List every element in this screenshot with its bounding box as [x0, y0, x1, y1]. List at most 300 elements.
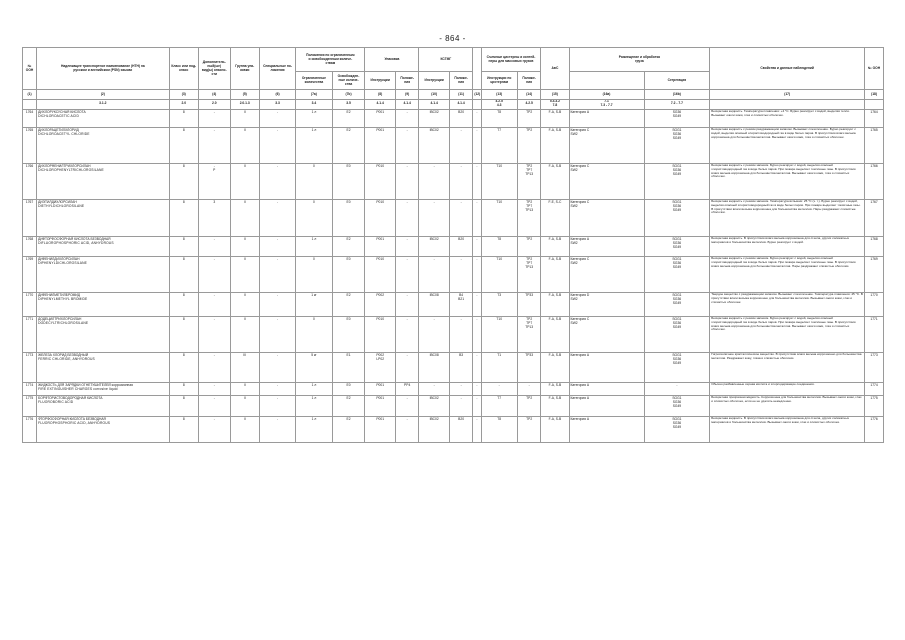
packing-provision-cell: - [395, 199, 418, 236]
shipping-name-en: DIFLUOROPHOSPHORIC ACID, ANHYDROUS [38, 241, 114, 246]
column-number-cell: (9) [395, 90, 418, 99]
shipping-name-ru: ЖИДКОСТЬ ДЛЯ ЗАРЯДКИ ОГНЕТУШИТЕЛЕЙ коррозионная [38, 383, 133, 388]
un-number-cell: 1769 [23, 256, 37, 292]
properties-cell: Бесцветная жидкость. В присутствии влаги весьма коррозионна для стекла, других силикатных материалов и большинства металлов. Вызывает ожоги кожи, глаз и слизистых оболочек. [710, 416, 865, 442]
properties-cell: Бесцветная жидкость. В присутствии влаги весьма коррозионна для стекла, других силикатных материалов и большинства металлов. Бурно реагирует с водой. [710, 236, 865, 256]
column-number-cell: (15) [541, 90, 569, 99]
shipping-name-ru: ЖЕЛЕЗА ХЛОРИД БЕЗВОДНЫЙ [38, 353, 89, 358]
stowage-cell: Категория A [569, 352, 644, 382]
shipping-name-cell [37, 109, 170, 127]
subsidiary-hazard-cell: 3 [198, 199, 230, 236]
column-number-cell: (14) [517, 90, 540, 99]
shipping-name-cell [37, 163, 170, 199]
ems-cell: F-A, S-B [541, 163, 569, 199]
subsidiary-hazard-cell: - [198, 416, 230, 442]
ibc-instruction-cell: - [419, 316, 449, 352]
dangerous-goods-list-table [22, 47, 884, 443]
limited-quantity-cell: 1 л [296, 395, 332, 416]
table-row [23, 352, 884, 382]
header-stowage-handling: Размещение и обработка груза [569, 48, 710, 72]
ems-cell: F-A, S-B [541, 352, 569, 382]
shipping-name-cell [37, 236, 170, 256]
segregation-code: SG49 [672, 136, 682, 141]
column-reference-cell: 4.1.4 [449, 99, 472, 109]
subsidiary-hazard-cell: - [198, 236, 230, 256]
class-cell: 8 [169, 292, 198, 316]
col-12-cell: - [473, 352, 481, 382]
un-number-right-cell: 1774 [865, 382, 884, 395]
subsidiary-hazard-cell: - [198, 316, 230, 352]
ibc-instruction-cell: IBC02 [419, 127, 449, 163]
table-row [23, 163, 884, 199]
stowage-cell: Категория C SW2 [569, 199, 644, 236]
ibc-provision-cell: B20 [449, 236, 472, 256]
packing-provision-cell: - [395, 352, 418, 382]
column-number-cell: (8) [365, 90, 395, 99]
class-cell: 8 [169, 163, 198, 199]
shipping-name-cell [37, 416, 170, 442]
tank-provision-cell: TP2 [517, 395, 540, 416]
limited-quantity-cell: 5 кг [296, 352, 332, 382]
column-reference-cell: 7.2 - 7.7 [644, 99, 710, 109]
tank-instruction-cell: T7 [481, 395, 517, 416]
un-number-cell: 1776 [23, 416, 37, 442]
special-provisions-cell: - [259, 316, 295, 352]
limited-quantity-cell: 1 л [296, 416, 332, 442]
column-number-cell: (16a) [569, 90, 644, 99]
packing-instruction-cell: P001 [365, 127, 395, 163]
ems-cell: F-A, S-B [541, 236, 569, 256]
shipping-name-en: DICHLOROPHENYLTRICHLOROSILANE [38, 168, 104, 173]
col-12-cell: - [473, 163, 481, 199]
segregation-code: SGG1 [672, 353, 682, 358]
segregation-cell [644, 163, 710, 199]
shipping-name-cell [37, 256, 170, 292]
column-number-cell: (1) [23, 90, 37, 99]
subsidiary-hazard-cell: - [198, 382, 230, 395]
stowage-cell: Категория A SW2 [569, 236, 644, 256]
segregation-code: SGG1 [672, 317, 682, 322]
segregation-code: SG49 [672, 208, 682, 213]
column-reference-cell: 4.2.5 [517, 99, 540, 109]
segregation-cell [644, 292, 710, 316]
tank-provision-cell: TP2 TP7 TP13 [517, 163, 540, 199]
segregation-code: SGG1 [672, 293, 682, 298]
class-cell: 8 [169, 127, 198, 163]
header-tank-provisions: Положе- ния [517, 72, 540, 90]
ems-cell: F-E, S-C [541, 199, 569, 236]
shipping-name-ru: ФТОРФОСФОРНАЯ КИСЛОТА БЕЗВОДНАЯ [38, 417, 106, 422]
segregation-code: SG49 [672, 114, 682, 119]
tank-instruction-cell: T1 [481, 352, 517, 382]
segregation-code: SG36 [672, 321, 682, 326]
table-row [23, 395, 884, 416]
column-reference-cell [23, 99, 37, 109]
shipping-name-en: FIRE EXTINGUISHER CHARGES corrosive liquid [38, 387, 118, 392]
un-number-cell: 1771 [23, 316, 37, 352]
properties-cell: Бесцветная жидкость с резким запахом. Бурно реагирует с водой, выделяя опасный хлористоводородный газ в виде белых паров. При пожаре выделяет токсичные газы. В присутствии влаги весьма коррозионна для большинства металлов. Вызывает ожоги кожи, глаз и слизистых оболочек. [710, 163, 865, 199]
stowage-cell: Категория C SW2 [569, 127, 644, 163]
packing-group-cell: III [230, 352, 259, 382]
class-cell: 8 [169, 109, 198, 127]
header-packing-group: Группа упа- ковки [230, 48, 259, 90]
stowage-cell: Категория A [569, 416, 644, 442]
ibc-instruction-cell: - [419, 382, 449, 395]
tank-provision-cell: TP2 [517, 127, 540, 163]
un-number-right-cell: 1776 [865, 416, 884, 442]
column-reference-cell: 7.1 7.3 - 7.7 [569, 99, 644, 109]
shipping-name-en: DIPHENYLDICHLOROSILANE [38, 261, 87, 266]
ems-cell: F-A, S-B [541, 292, 569, 316]
shipping-name-cell [37, 382, 170, 395]
shipping-name-ru: ДИХЛОРУКСУСНАЯ КИСЛОТА [38, 110, 86, 115]
excepted-quantity-cell: E2 [332, 236, 365, 256]
header-stowage [569, 72, 644, 90]
table-row [23, 316, 884, 352]
table-row [23, 127, 884, 163]
column-number-cell: (2) [37, 90, 170, 99]
shipping-name-en: DICHLOROACETIC ACID [38, 114, 80, 119]
class-cell: 8 [169, 416, 198, 442]
segregation-cell [644, 127, 710, 163]
class-cell: 8 [169, 382, 198, 395]
shipping-name-en: FLUOROPHOSPHORIC ACID, ANHYDROUS [38, 421, 111, 426]
un-number-cell: 1770 [23, 292, 37, 316]
un-number-right-cell: 1773 [865, 352, 884, 382]
ibc-provision-cell: - [449, 127, 472, 163]
col-12-cell: - [473, 316, 481, 352]
segregation-code: SG49 [672, 325, 682, 330]
tank-provision-cell: TP2 TP7 TP13 [517, 256, 540, 292]
header-limited-quantities: Ограниченные количества [296, 72, 332, 90]
ibc-provision-cell: B4 B21 [449, 292, 472, 316]
packing-instruction-cell: P001 [365, 382, 395, 395]
packing-group-cell: II [230, 382, 259, 395]
class-cell: 8 [169, 352, 198, 382]
ibc-instruction-cell: IBC02 [419, 236, 449, 256]
subsidiary-hazard-cell: - [198, 395, 230, 416]
column-reference-cell: 4.1.4 [365, 99, 395, 109]
excepted-quantity-cell: E0 [332, 382, 365, 395]
packing-instruction-cell: P002 [365, 292, 395, 316]
shipping-name-cell [37, 352, 170, 382]
un-number-cell: 1774 [23, 382, 37, 395]
column-number-cell: (10) [419, 90, 449, 99]
column-reference-cell: 4.2.5 4.3 [481, 99, 517, 109]
header-packing-instructions: Инструкции [365, 72, 395, 90]
column-number-cell: (4) [198, 90, 230, 99]
special-provisions-cell: - [259, 382, 295, 395]
limited-quantity-cell: 1 л [296, 236, 332, 256]
un-number-right-cell: 1771 [865, 316, 884, 352]
packing-provision-cell: PP4 [395, 382, 418, 395]
segregation-code: SG49 [672, 245, 682, 250]
packing-instruction-cell: P001 [365, 236, 395, 256]
limited-quantity-cell: 1 л [296, 127, 332, 163]
special-provisions-cell: - [259, 163, 295, 199]
un-number-cell: 1768 [23, 236, 37, 256]
stowage-cell: Категория A [569, 382, 644, 395]
col-12-cell: - [473, 127, 481, 163]
class-cell: 8 [169, 199, 198, 236]
limited-quantity-cell: 0 [296, 163, 332, 199]
column-reference-cell [865, 99, 884, 109]
ibc-provision-cell: - [449, 163, 472, 199]
excepted-quantity-cell: E0 [332, 316, 365, 352]
segregation-code: SGG1 [672, 200, 682, 205]
segregation-cell [644, 316, 710, 352]
limited-quantity-cell: 0 [296, 199, 332, 236]
segregation-code: SG49 [672, 404, 682, 409]
packing-instruction-cell: P002 LP02 [365, 352, 395, 382]
stowage-cell: Категория A [569, 109, 644, 127]
segregation-code: SGG1 [672, 128, 682, 133]
shipping-name-ru: БОРФТОРИСТОВОДОРОДНАЯ КИСЛОТА [38, 396, 103, 401]
excepted-quantity-cell: E0 [332, 199, 365, 236]
column-numbers-row [23, 90, 884, 99]
ems-cell: F-A, S-B [541, 316, 569, 352]
ibc-provision-cell: - [449, 316, 472, 352]
packing-group-cell: II [230, 127, 259, 163]
un-number-right-cell: 1764 [865, 109, 884, 127]
column-reference-cell: 3.1.2 [37, 99, 170, 109]
un-number-cell: 1775 [23, 395, 37, 416]
un-number-right-cell: 1765 [865, 127, 884, 163]
tank-instruction-cell: T8 [481, 416, 517, 442]
ibc-instruction-cell: - [419, 256, 449, 292]
ems-cell: F-A, S-B [541, 382, 569, 395]
column-references-row [23, 99, 884, 109]
header-subsidiary-hazard: Дополнитель- ный(ые) вид(ы) опасно- сти [198, 48, 230, 90]
special-provisions-cell: - [259, 395, 295, 416]
column-reference-cell: 2.0.1.3 [230, 99, 259, 109]
un-number-cell: 1765 [23, 127, 37, 163]
subsidiary-hazard-cell: - [198, 352, 230, 382]
column-number-cell: (11) [449, 90, 472, 99]
header-un-number: № ООН [23, 48, 37, 90]
segregation-cell [644, 416, 710, 442]
segregation-code: SG36 [672, 110, 682, 115]
packing-provision-cell: - [395, 256, 418, 292]
special-provisions-cell: - [259, 127, 295, 163]
properties-cell: Бесцветная жидкость. Температура плавления: +4 °C. Бурно реагирует с водой, выделяя тепло. Вызывает ожоги кожи, глаз и слизистых оболочек. [710, 109, 865, 127]
class-cell: 8 [169, 236, 198, 256]
column-number-cell: (12) [473, 90, 481, 99]
ibc-instruction-cell: IBC02 [419, 109, 449, 127]
stowage-cell: Категория A [569, 395, 644, 416]
ibc-provision-cell: - [449, 199, 472, 236]
header-ibc-provisions: Положе- ния [449, 72, 472, 90]
shipping-name-ru: ДИХЛОРАЦЕТИЛХЛОРИД [38, 128, 79, 133]
packing-instruction-cell: P010 [365, 316, 395, 352]
subsidiary-hazard-cell: - [198, 109, 230, 127]
column-reference-cell: 4.1.4 [395, 99, 418, 109]
shipping-name-ru: ДОДЕЦИЛТРИХЛОРСИЛАН [38, 317, 82, 322]
ibc-instruction-cell: - [419, 199, 449, 236]
ibc-instruction-cell: - [419, 163, 449, 199]
column-number-cell: (16b) [644, 90, 710, 99]
column-reference-cell [473, 99, 481, 109]
special-provisions-cell: - [259, 199, 295, 236]
tank-provision-cell: TP33 [517, 352, 540, 382]
column-reference-cell: 5.4.3.2 7.8 [541, 99, 569, 109]
column-number-cell: (17) [710, 90, 865, 99]
packing-provision-cell: - [395, 109, 418, 127]
excepted-quantity-cell: E2 [332, 416, 365, 442]
header-class: Класс или под- класс [169, 48, 198, 90]
segregation-cell [644, 352, 710, 382]
tank-instruction-cell: T10 [481, 316, 517, 352]
limited-quantity-cell: 1 л [296, 109, 332, 127]
limited-quantity-cell: 1 л [296, 382, 332, 395]
column-number-cell: (5) [230, 90, 259, 99]
packing-provision-cell: - [395, 236, 418, 256]
header-ibc-instructions: Инструкции [419, 72, 449, 90]
un-number-right-cell: 1770 [865, 292, 884, 316]
class-cell: 8 [169, 395, 198, 416]
segregation-code: SG49 [672, 265, 682, 270]
header-packing: Упаковка [365, 48, 419, 72]
header-col-12 [473, 48, 481, 90]
excepted-quantity-cell: E2 [332, 109, 365, 127]
packing-instruction-cell: P010 [365, 256, 395, 292]
un-number-cell: 1764 [23, 109, 37, 127]
packing-group-cell: II [230, 109, 259, 127]
properties-cell: Бесцветная прозрачная жидкость. Коррозионна для большинства металлов. Вызывает ожоги кожи, глаз и слизистых оболочек, если ее не удалить немедленно. [710, 395, 865, 416]
shipping-name-ru: ДИЭТИЛДИХЛОРСИЛАН [38, 200, 77, 205]
column-reference-cell: 3.5 [332, 99, 365, 109]
ibc-provision-cell: B20 [449, 109, 472, 127]
tank-provision-cell: TP2 TP7 TP13 [517, 316, 540, 352]
segregation-code: - [676, 383, 678, 388]
tank-provision-cell: - [517, 382, 540, 395]
tank-instruction-cell: T7 [481, 127, 517, 163]
un-number-right-cell: 1767 [865, 199, 884, 236]
shipping-name-en: DIETHYLDICHLOROSILANE [38, 204, 85, 209]
segregation-code: SG36 [672, 204, 682, 209]
shipping-name-en: FLUOROBORIC ACID [38, 400, 74, 405]
stowage-cell: Категория C SW2 [569, 163, 644, 199]
ems-cell: F-A, S-B [541, 256, 569, 292]
table-row [23, 256, 884, 292]
packing-provision-cell: - [395, 163, 418, 199]
tank-instruction-cell: - [481, 382, 517, 395]
header-ems: АвС [541, 48, 569, 90]
segregation-cell [644, 236, 710, 256]
properties-cell: Бесцветная жидкость с резким раздражающим запахом. Вызывает слезотечение. Бурно реагирует с водой, выделяя опасный хлористоводородный газ в виде белых паров. В присутствии влаги весьма коррозионна для большинства металлов. Вызывает ожоги кожи, глаз и слизистых оболочек. [710, 127, 865, 163]
column-reference-cell: 2.0 [169, 99, 198, 109]
properties-cell: Бесцветная жидкость с резким запахом. Бурно реагирует с водой, выделяя опасный хлористоводородный газ в виде белых паров. При пожаре выделяет токсичные газы. В присутствии влаги весьма коррозионна для большинства металлов. Пары раздражают слизистые оболочки. [710, 256, 865, 292]
packing-provision-cell: - [395, 416, 418, 442]
ems-cell: F-A, S-B [541, 395, 569, 416]
ibc-provision-cell: - [449, 395, 472, 416]
segregation-code: SGG1 [672, 396, 682, 401]
shipping-name-cell [37, 199, 170, 236]
subsidiary-hazard-cell: - [198, 256, 230, 292]
ems-cell: F-A, S-B [541, 109, 569, 127]
packing-provision-cell: - [395, 292, 418, 316]
un-number-cell: 1767 [23, 199, 37, 236]
special-provisions-cell: - [259, 416, 295, 442]
packing-instruction-cell: P001 [365, 416, 395, 442]
col-12-cell: - [473, 109, 481, 127]
un-number-right-cell: 1768 [865, 236, 884, 256]
table-row [23, 236, 884, 256]
class-cell: 8 [169, 316, 198, 352]
special-provisions-cell: - [259, 236, 295, 256]
properties-cell: Гигроскопичное кристаллическое вещество. В присутствии влаги весьма коррозионно для большинства металлов. Раздражает кожу, глаза и слизистые оболочки. [710, 352, 865, 382]
tank-provision-cell: TP2 [517, 236, 540, 256]
header-un-number-right: № ООН [865, 48, 884, 90]
shipping-name-en: DODECYLTRICHLOROSILANE [38, 321, 89, 326]
un-number-right-cell: 1769 [865, 256, 884, 292]
segregation-code: SG36 [672, 421, 682, 426]
excepted-quantity-cell: E2 [332, 395, 365, 416]
segregation-code: SG49 [672, 172, 682, 177]
packing-group-cell: II [230, 163, 259, 199]
ibc-provision-cell: B20 [449, 416, 472, 442]
limited-quantity-cell: 1 кг [296, 292, 332, 316]
segregation-code: SG49 [672, 361, 682, 366]
segregation-code: SG36 [672, 132, 682, 137]
column-number-cell: (7b) [332, 90, 365, 99]
properties-cell: Твердое вещество с раздражающим запахом. Вызывает слезотечение. Температура плавления: 45 °C. В присутствии влаги весьма коррозионно для большинства металлов. Вызывает ожоги кожи, глаз и слизистых оболочек. [710, 292, 865, 316]
segregation-cell [644, 199, 710, 236]
column-number-cell: (3) [169, 90, 198, 99]
page-number: - 864 - [439, 34, 466, 43]
segregation-cell [644, 256, 710, 292]
packing-group-cell: II [230, 316, 259, 352]
segregation-code: SG36 [672, 261, 682, 266]
table-row [23, 199, 884, 236]
tank-provision-cell: TP33 [517, 292, 540, 316]
shipping-name-cell [37, 395, 170, 416]
ems-cell: F-A, S-B [541, 416, 569, 442]
segregation-code: SGG1 [672, 164, 682, 169]
tank-instruction-cell: T8 [481, 109, 517, 127]
stowage-cell: Категория D SW2 [569, 292, 644, 316]
stowage-cell: Категория C SW2 [569, 256, 644, 292]
subsidiary-hazard-cell: - P [198, 163, 230, 199]
special-provisions-cell: - [259, 292, 295, 316]
segregation-code: SG36 [672, 400, 682, 405]
packing-instruction-cell: P010 [365, 199, 395, 236]
ibc-instruction-cell: IBC02 [419, 395, 449, 416]
special-provisions-cell: - [259, 109, 295, 127]
excepted-quantity-cell: E0 [332, 163, 365, 199]
excepted-quantity-cell: E1 [332, 352, 365, 382]
un-number-right-cell: 1766 [865, 163, 884, 199]
ibc-provision-cell: - [449, 382, 472, 395]
ibc-instruction-cell: IBC02 [419, 416, 449, 442]
segregation-code: SG49 [672, 301, 682, 306]
packing-group-cell: II [230, 416, 259, 442]
header-special-provisions: Специальные по- ложения [259, 48, 295, 90]
class-cell: 8 [169, 256, 198, 292]
segregation-code: SGG1 [672, 257, 682, 262]
col-12-cell: - [473, 256, 481, 292]
packing-instruction-cell: P001 [365, 395, 395, 416]
table-row [23, 292, 884, 316]
tank-instruction-cell: T8 [481, 236, 517, 256]
segregation-cell [644, 109, 710, 127]
header-ibc: КСГМГ [419, 48, 473, 72]
header-segregation: Сегрегация [644, 72, 710, 90]
shipping-name-ru: ДИХЛОРФЕНИЛТРИХЛОРСИЛАН [38, 164, 91, 169]
properties-cell: Обычно разбавленные серная кислота и хлорсодержащие соединения. [710, 382, 865, 395]
ibc-instruction-cell: IBC08 [419, 352, 449, 382]
stowage-cell: Категория C SW2 [569, 316, 644, 352]
